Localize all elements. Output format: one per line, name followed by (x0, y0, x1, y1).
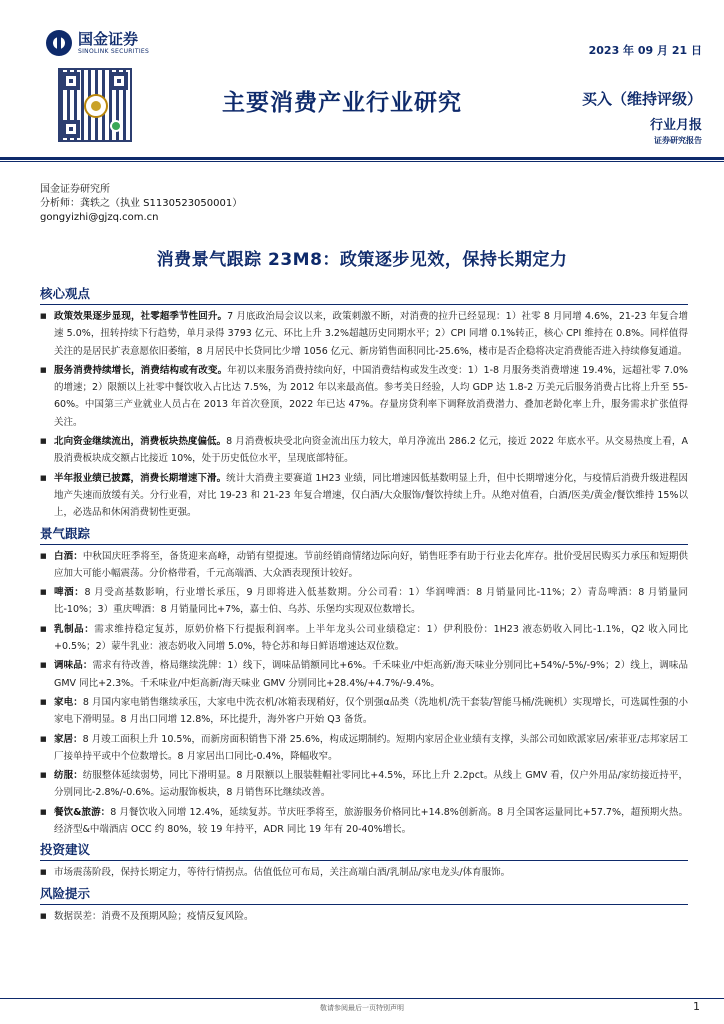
bullet-item (40, 308, 688, 360)
section-heading: 风险提示 (40, 884, 688, 905)
bullet-square-icon: ■ (40, 911, 47, 920)
qr-finder-icon (110, 72, 128, 90)
logo-name-en: SINOLINK SECURITIES (78, 48, 150, 55)
bullet-body: 数据误差：消费不及预期风险；疫情反复风险。 (54, 910, 254, 922)
page-number: 1 (693, 1000, 700, 1013)
bullet-body: 8 月受高基数影响，行业增长承压，9 月即将进入低基数期。分公司看：1）华润啤酒：8 月销量同比-11%；2）青岛啤酒：8 月销量同比-10%；3）重庆啤酒：8 月销量同比+7%，嘉士伯、乌苏、乐堡均实现双位数增长。 (54, 587, 688, 616)
bullet-body: 8 月竣工面积上升 10.5%，而新房面积销售下滑 25.6%，构成远期制约。短期内家居企业业绩有支撑，头部公司如欧派家居/索菲亚/志邦家居工厂接单持平或中个位数增长。8 月家居出口同比-0.4%，降幅收窄。 (54, 733, 688, 762)
bullet-text (54, 804, 688, 839)
bullet-body: 8 月餐饮收入同增 12.4%，延续复苏。节庆旺季将至，旅游服务价格同比+14.8%创新高。8 月全国客运量同比+57.7%，超预期火热。经济型&中端酒店 OCC 约 80%，较 19 年持平，ADR 同比 19 年有 20-40%增长。 (54, 806, 688, 836)
bullet-square-icon: ■ (40, 588, 47, 597)
document-title: 消费景气跟踪 23M8：政策逐步见效，保持长期定力 (156, 250, 568, 270)
bullet-text (54, 433, 688, 468)
bullet-square-icon: ■ (40, 697, 47, 706)
bullet-square-icon: ■ (40, 771, 47, 780)
bullet-lead: 家居： (54, 733, 83, 745)
bullet-item (40, 470, 688, 522)
section-investment (40, 840, 688, 881)
bullet-lead: 服务消费持续增长，消费结构或有改变。 (54, 364, 228, 376)
rating-badge: 买入（维持评级） (581, 90, 702, 108)
bullet-text (54, 621, 688, 656)
bullet-item (40, 584, 688, 619)
bullet-lead: 家电： (54, 696, 83, 708)
section-core (40, 284, 688, 522)
bullet-square-icon: ■ (40, 868, 47, 877)
bullet-square-icon: ■ (40, 734, 47, 743)
bullet-list (40, 864, 688, 881)
section-tracking (40, 524, 688, 839)
bullet-item (40, 767, 688, 802)
bullet-text (54, 308, 688, 360)
header-divider-thin (0, 161, 724, 162)
bullet-text (54, 908, 688, 925)
institute-name: 国金证券研究所 (40, 184, 110, 195)
company-logo (46, 30, 149, 56)
bullet-text (54, 694, 688, 729)
report-date: 2023 年 09 月 21 日 (588, 44, 702, 57)
bullet-item (40, 908, 688, 925)
bullet-square-icon: ■ (40, 312, 47, 320)
section-risk (40, 884, 688, 925)
bullet-text (54, 470, 688, 522)
bullet-item (40, 731, 688, 766)
bullet-text (54, 584, 688, 619)
bullet-lead: 半年报业绩已披露，消费长期增速下滑。 (54, 472, 227, 484)
bullet-lead: 白酒： (54, 550, 83, 562)
bullet-item (40, 548, 688, 583)
bullet-body: 统计大消费主要赛道 1H23 业绩，同比增速因低基数明显上升，但中长期增速分化，与疫情后消费升级进程因地产失速而放缓有关。分行业看，对比 19-23 和 21-23 年复合增速，仅白酒/大众服饰/餐饮持续上升。从绝对值看，白酒/医美/黄金/餐饮维持 15%以上，必选品和休闲消费韧性更强。 (54, 472, 688, 519)
wechat-badge-icon (110, 120, 122, 132)
footer-disclaimer[interactable]: 敬请参阅最后一页特别声明 (320, 1004, 404, 1012)
bullet-square-icon: ■ (40, 473, 47, 482)
logo-icon (46, 30, 72, 56)
report-category: 证券研究报告 (654, 136, 702, 145)
bullet-square-icon: ■ (40, 807, 47, 816)
bullet-text (54, 864, 688, 881)
qr-finder-icon (62, 72, 80, 90)
bullet-square-icon: ■ (40, 624, 47, 633)
bullet-item (40, 657, 688, 692)
bullet-body: 市场震荡阶段，保持长期定力，等待行情拐点。估值低位可布局，关注高端白酒/乳制品/家电龙头/体育服饰。 (54, 867, 511, 879)
bullet-text (54, 657, 688, 692)
bullet-lead: 啤酒： (54, 587, 85, 599)
bullet-item (40, 804, 688, 839)
bullet-lead: 乳制品： (54, 623, 95, 635)
report-body (40, 284, 688, 927)
bullet-list (40, 548, 688, 839)
analyst-block (40, 183, 242, 225)
bullet-body: 8 月国内家电销售继续承压，大家电中洗衣机/冰箱表现稍好，仅个别强α品类（洗地机/洗干套装/智能马桶/洗碗机）实现增长，可选属性强的小家电下滑明显。8 月出口同增 12.8%，环比提升，海外客户开始 Q3 备货。 (54, 696, 688, 726)
bullet-lead: 纺服： (54, 770, 83, 782)
bullet-square-icon: ■ (40, 551, 47, 560)
bullet-square-icon: ■ (40, 437, 47, 446)
bullet-body: 需求维持稳定复苏，原奶价格下行提振利润率。上半年龙头公司业绩稳定：1）伊利股份：1H23 液态奶收入同比-1.1%，Q2 收入同比+0.5%；2）蒙牛乳业：液态奶收入同增 5.0%，特仑苏和每日鲜语增速达双位数。 (54, 623, 688, 653)
bullet-item (40, 864, 688, 881)
bullet-body: 纺服整体延续弱势，同比下滑明显。8 月限额以上服装鞋帽社零同比+4.5%，环比上升 2.2pct。从线上 GMV 看，仅户外用品/家纺接近持平，分别同比-2.8%/-0.6%。运动服饰板块，8 月销售环比继续改善。 (54, 770, 688, 799)
bullet-body: 中秋国庆旺季将至，备货迎来高峰，动销有望提速。节前经销商情绪边际向好，销售旺季有助于行业去化库存。批价受居民购买力承压和短期供应加大可能小幅震荡。分价格带看，千元高端酒、大众酒表现预计较好。 (54, 550, 688, 579)
bullet-item (40, 433, 688, 468)
section-heading: 景气跟踪 (40, 524, 688, 545)
bullet-body: 8 月消费板块受北向资金流出压力较大，单月净流出 286.2 亿元，接近 2022 年底水平。从交易热度上看，A 股消费板块成交额占比接近 10%，处于历史低位水平，呈现底部特征。 (54, 436, 688, 465)
report-header (0, 0, 724, 180)
header-divider (0, 157, 724, 160)
bullet-list (40, 308, 688, 522)
bullet-body: 年初以来服务消费持续向好，中国消费结构或发生改变：1）1-8 月服务类消费增速 19.4%，远超社零 7.0%的增速；2）限额以上社零中餐饮收入占比达 7.5%，为 2012 年以来最高值。参考美日经验，人均 GDP 达 1.8-2 万美元后服务消费占比将上升至 55-60%。中国第三产业就业人员占在 2013 年首次登顶，2022 年已达 47%。存量房贷利率下调释放消费潜力、叠加老龄化率上升，服务需求扩张值得关注。 (54, 364, 688, 428)
bullet-body: 需求有待改善，格局继续洗牌：1）线下，调味品销额同比+6%。千禾味业/中炬高新/海天味业分别同比+54%/-5%/-9%；2）线上，调味品 GMV 同比+2.3%。千禾味业/中炬高新/海天味业 GMV 分别同比+28.4%/+4.7%/-9.4%。 (54, 660, 688, 689)
bullet-square-icon: ■ (40, 661, 47, 670)
bullet-body: 7 月底政治局会议以来，政策刺激不断，对消费的拉升已经显现：1）社零 8 月同增 4.6%，21-23 年复合增速 5.0%，扭转持续下行趋势，单月录得 3793 亿元、环比上升 3.2%超越历史同期水平；2）CPI 同增 0.1%转正，核心 CPI 维持在 0.8%。同样值得关注的是居民扩表意愿依旧萎缩，8 月居民中长贷同比少增 1056 亿元、新房销售面积同比-25.6%，楼市是否企稳将决定消费能否进入持续修复通道。 (54, 311, 688, 357)
analyst-name: 分析师：龚轶之（执业 S1130523050001） (40, 198, 243, 209)
bullet-lead: 餐饮&旅游： (54, 806, 111, 818)
bullet-text (54, 767, 688, 802)
qr-finder-icon (62, 120, 80, 138)
bullet-text (54, 731, 688, 766)
industry-title: 主要消费产业行业研究 (222, 90, 462, 116)
bullet-item (40, 694, 688, 729)
bullet-lead: 调味品： (54, 660, 93, 672)
section-heading: 核心观点 (40, 284, 688, 305)
logo-name-cn: 国金证券 (78, 30, 139, 48)
bullet-text (54, 548, 688, 583)
bullet-text (54, 362, 688, 431)
analyst-email[interactable]: gongyizhi@gjzq.com.cn (40, 212, 159, 223)
report-type: 行业月报 (649, 118, 702, 133)
bullet-list (40, 908, 688, 925)
bullet-item (40, 362, 688, 431)
bullet-lead: 北向资金继续流出，消费板块热度偏低。 (54, 436, 227, 448)
bullet-lead: 政策效果逐步显现，社零超季节性回升。 (54, 311, 228, 322)
qr-code-icon (58, 68, 132, 142)
bullet-item (40, 621, 688, 656)
bullet-square-icon: ■ (40, 365, 47, 374)
qr-badge-icon (84, 94, 108, 118)
section-heading: 投资建议 (40, 840, 688, 861)
footer-divider (0, 998, 724, 999)
